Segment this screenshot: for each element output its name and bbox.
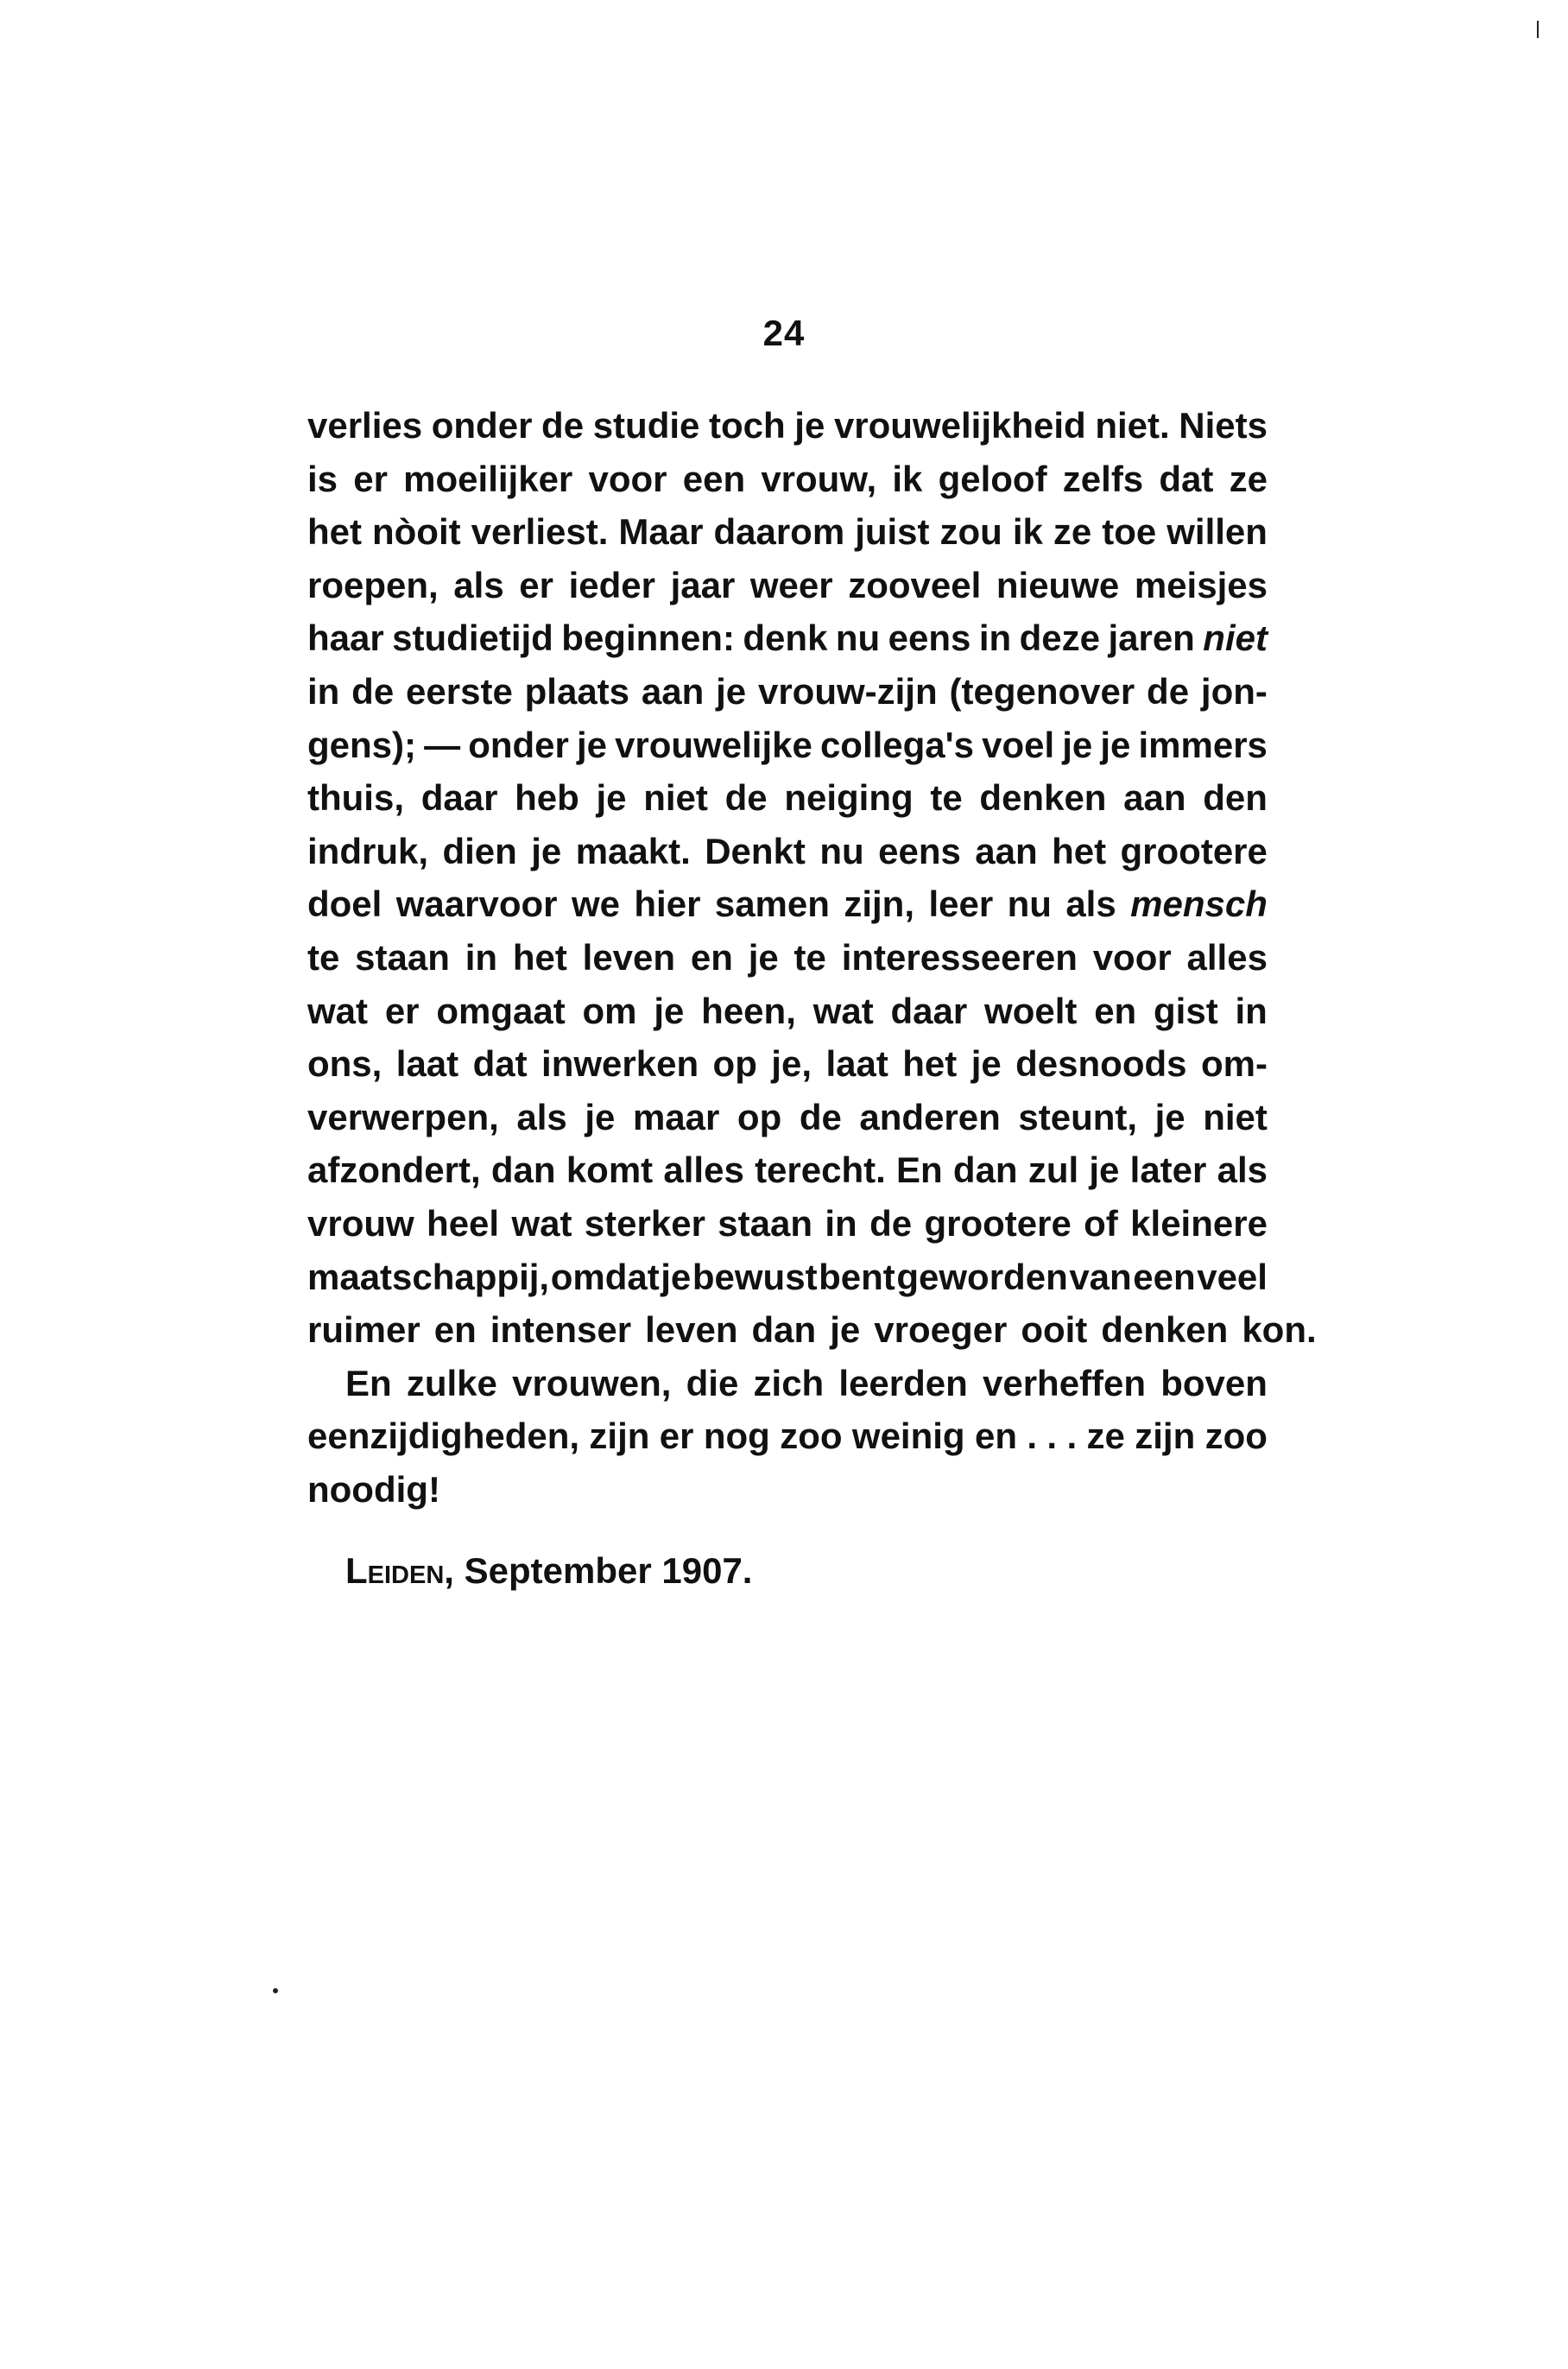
- word: toch: [709, 405, 786, 446]
- word: niet.: [1095, 405, 1170, 446]
- word: En: [345, 1362, 392, 1403]
- word: alles: [1186, 936, 1268, 978]
- word: —: [424, 724, 461, 765]
- word: je: [748, 936, 779, 978]
- word: boven: [1160, 1362, 1268, 1403]
- word: die: [686, 1362, 739, 1403]
- word: je: [596, 777, 627, 819]
- word: en: [690, 936, 733, 978]
- scan-speck: [273, 1988, 278, 1993]
- word: neiging: [784, 777, 914, 819]
- word: ieder: [568, 564, 655, 605]
- closing-date: September 1907.: [464, 1550, 753, 1591]
- word: zooveel: [848, 564, 982, 605]
- word: in: [825, 1202, 857, 1244]
- word: juist: [855, 511, 930, 553]
- text-line: [307, 1037, 1268, 1091]
- text-line: [307, 825, 1268, 878]
- word: kleinere: [1130, 1202, 1268, 1244]
- word: noodig!: [307, 1468, 440, 1510]
- word: je: [830, 1309, 861, 1351]
- word: denken: [979, 777, 1107, 819]
- word: niet: [643, 777, 708, 819]
- word: vrouwelijke: [615, 724, 812, 765]
- word: alles: [663, 1150, 744, 1191]
- text-line: [307, 505, 1268, 559]
- word: intenser: [490, 1309, 632, 1351]
- word: zijn: [589, 1416, 650, 1457]
- word: jaren: [1108, 618, 1195, 659]
- word: eens: [888, 618, 971, 659]
- word: .: [1066, 1416, 1078, 1457]
- word: er: [659, 1416, 694, 1457]
- word: als: [516, 1096, 567, 1137]
- word: je: [1062, 724, 1093, 765]
- text-line: [307, 985, 1268, 1038]
- word: doel: [307, 884, 383, 925]
- word: meisjes: [1134, 564, 1268, 605]
- word: denken: [1101, 1309, 1229, 1351]
- word: indruk,: [307, 830, 429, 871]
- word: wat: [812, 990, 874, 1031]
- word: in: [978, 618, 1012, 659]
- page-number: 24: [762, 313, 806, 353]
- word: leven: [645, 1309, 738, 1351]
- word: bent: [819, 1256, 895, 1297]
- word: weinig: [851, 1416, 965, 1457]
- word: terecht.: [755, 1150, 886, 1191]
- word: Niets: [1179, 405, 1268, 446]
- text-line: [307, 1251, 1268, 1304]
- word: willen: [1167, 511, 1268, 553]
- word: om: [582, 990, 637, 1031]
- word: als: [1065, 884, 1116, 925]
- word: dan: [751, 1309, 817, 1351]
- word: leerden: [838, 1362, 968, 1403]
- word: en: [974, 1416, 1017, 1457]
- text-line: [307, 1197, 1268, 1251]
- text-line: [307, 611, 1268, 665]
- word: vroeger: [874, 1309, 1008, 1351]
- body-text: [307, 399, 1317, 1516]
- word: zijn: [1135, 1416, 1196, 1457]
- word: interesseeren: [841, 936, 1078, 978]
- word: omdat: [550, 1256, 660, 1297]
- word: op: [712, 1043, 757, 1085]
- word: ik: [892, 458, 923, 499]
- word: in: [307, 670, 340, 712]
- word: heen,: [701, 990, 796, 1031]
- word: geloof: [938, 458, 1047, 499]
- word: of: [1084, 1202, 1118, 1244]
- word: in: [1235, 990, 1268, 1031]
- word: woelt: [984, 990, 1078, 1031]
- word: ik: [1012, 511, 1043, 553]
- word: dat: [1159, 458, 1214, 499]
- word: moeilijker: [403, 458, 573, 499]
- word: op: [737, 1096, 782, 1137]
- word: samen: [714, 884, 830, 925]
- word: komt: [566, 1150, 654, 1191]
- word: deze: [1019, 618, 1100, 659]
- word: nieuwe: [996, 564, 1120, 605]
- word: voor: [1092, 936, 1172, 978]
- word: waarvoor: [395, 884, 558, 925]
- word: ze: [1229, 458, 1268, 499]
- word: als: [1217, 1150, 1268, 1191]
- word: ruimer: [307, 1309, 420, 1351]
- word: de: [1147, 670, 1190, 712]
- word: voel: [982, 724, 1055, 765]
- text-line: [307, 399, 1268, 453]
- word: Denkt: [705, 830, 806, 871]
- word: en: [1094, 990, 1137, 1031]
- word: inwerken: [541, 1043, 699, 1085]
- word: ze: [1086, 1416, 1125, 1457]
- word: geworden: [896, 1256, 1068, 1297]
- word: En: [896, 1150, 943, 1191]
- word: jon-: [1200, 670, 1268, 712]
- word: staan: [355, 936, 450, 978]
- word: roepen,: [307, 564, 439, 605]
- word: zou: [939, 511, 1002, 553]
- word: collega's: [819, 724, 975, 765]
- word: daar: [890, 990, 968, 1031]
- word: te: [793, 936, 826, 978]
- text-line: [307, 665, 1268, 719]
- word: verwerpen,: [307, 1096, 499, 1137]
- word: wat: [511, 1202, 572, 1244]
- word: verliest.: [471, 511, 609, 553]
- word: onder: [468, 724, 569, 765]
- text-line: [307, 1409, 1268, 1463]
- word: je,: [771, 1043, 812, 1085]
- word: ooit: [1021, 1309, 1088, 1351]
- word: het: [1052, 830, 1107, 871]
- word: daarom: [713, 511, 845, 553]
- word: je: [794, 405, 825, 446]
- word: toe: [1102, 511, 1157, 553]
- text-line: [307, 1143, 1268, 1197]
- word: aan: [1123, 777, 1186, 819]
- word: immers: [1138, 724, 1268, 765]
- word: wat: [307, 990, 369, 1031]
- word: vrouw: [307, 1202, 414, 1244]
- word: van: [1069, 1256, 1132, 1297]
- word: voor: [588, 458, 667, 499]
- word: om-: [1200, 1043, 1268, 1085]
- word: je: [531, 830, 562, 871]
- word: heb: [515, 777, 579, 819]
- word: je: [1089, 1150, 1120, 1191]
- word: grootere: [1120, 830, 1268, 871]
- word: onder: [431, 405, 533, 446]
- word: je: [971, 1043, 1002, 1085]
- word: zoo: [780, 1416, 843, 1457]
- word: later: [1129, 1150, 1207, 1191]
- word: leer: [928, 884, 994, 925]
- text-line: [307, 877, 1268, 931]
- word: te: [930, 777, 963, 819]
- word: omgaat: [436, 990, 566, 1031]
- word: een: [1133, 1256, 1196, 1297]
- word: de: [351, 670, 395, 712]
- word: studietijd: [392, 618, 553, 659]
- word: de: [869, 1202, 913, 1244]
- word: vrouwelijkheid: [833, 405, 1086, 446]
- word: dien: [442, 830, 517, 871]
- word: weer: [749, 564, 833, 605]
- word: nu: [819, 830, 864, 871]
- word: afzondert,: [307, 1150, 481, 1191]
- word: de: [799, 1096, 842, 1137]
- word: je: [1100, 724, 1131, 765]
- word: eenzijdigheden,: [307, 1416, 580, 1457]
- word: het: [307, 511, 362, 553]
- word: nu: [835, 618, 881, 659]
- text-line: [307, 771, 1268, 825]
- word: aan: [641, 670, 705, 712]
- word: laat: [395, 1043, 459, 1085]
- word: zoo: [1204, 1416, 1268, 1457]
- word: de: [724, 777, 768, 819]
- word: nog: [703, 1416, 770, 1457]
- word: dan: [490, 1150, 556, 1191]
- word: studie: [592, 405, 700, 446]
- scan-speck: [1537, 21, 1539, 38]
- closing-place: Leiden,: [345, 1550, 454, 1591]
- word: niet: [1203, 618, 1268, 659]
- word: .: [1046, 1416, 1058, 1457]
- word: zich: [753, 1362, 825, 1403]
- word: maatschappij,: [307, 1256, 550, 1297]
- word: bewust: [692, 1256, 818, 1297]
- word: een: [682, 458, 746, 499]
- word: er: [519, 564, 553, 605]
- word: heel: [427, 1202, 500, 1244]
- word: ons,: [307, 1043, 383, 1085]
- word: is: [307, 458, 338, 499]
- word: niet: [1203, 1096, 1268, 1137]
- word: plaats: [524, 670, 630, 712]
- word: zelfs: [1062, 458, 1144, 499]
- text-line: [307, 1463, 1268, 1517]
- word: gens);: [307, 724, 416, 765]
- word: Maar: [618, 511, 704, 553]
- word: laat: [825, 1043, 888, 1085]
- text-line: [307, 931, 1268, 985]
- word: mensch: [1130, 884, 1268, 925]
- word: denk: [743, 618, 828, 659]
- word: den: [1203, 777, 1268, 819]
- word: je: [661, 1256, 692, 1297]
- word: vrouwen,: [512, 1362, 672, 1403]
- word: er: [353, 458, 388, 499]
- word: kon.: [1242, 1309, 1317, 1351]
- word: eens: [878, 830, 961, 871]
- word: .: [1027, 1416, 1038, 1457]
- word: verlies: [307, 405, 423, 446]
- text-line: [307, 453, 1268, 506]
- word: thuis,: [307, 777, 404, 819]
- word: zijn,: [844, 884, 915, 925]
- word: er: [384, 990, 420, 1031]
- word: anderen: [859, 1096, 1001, 1137]
- word: eerste: [406, 670, 513, 712]
- word: maar: [632, 1096, 720, 1137]
- word: vrouw-zijn: [757, 670, 938, 712]
- word: in: [465, 936, 498, 978]
- word: we: [571, 884, 620, 925]
- word: je: [716, 670, 747, 712]
- word: (tegenover: [949, 670, 1135, 712]
- word: hier: [634, 884, 701, 925]
- word: ze: [1053, 511, 1092, 553]
- word: je: [576, 724, 607, 765]
- word: je: [585, 1096, 616, 1137]
- word: en: [433, 1309, 477, 1351]
- text-line: [307, 1091, 1268, 1144]
- word: sterker: [584, 1202, 705, 1244]
- word: veel: [1197, 1256, 1268, 1297]
- word: als: [453, 564, 504, 605]
- word: zul: [1027, 1150, 1079, 1191]
- word: beginnen:: [561, 618, 735, 659]
- word: te: [307, 936, 340, 978]
- word: gist: [1154, 990, 1218, 1031]
- text-line: [307, 1303, 1317, 1357]
- word: je: [1154, 1096, 1185, 1137]
- word: verheffen: [983, 1362, 1147, 1403]
- text-line: [307, 559, 1268, 612]
- word: staan: [718, 1202, 813, 1244]
- word: haar: [307, 618, 384, 659]
- word: leven: [582, 936, 676, 978]
- word: vrouw,: [761, 458, 877, 499]
- text-line: [307, 1357, 1268, 1410]
- closing-dateline: [345, 1544, 752, 1598]
- word: steunt,: [1018, 1096, 1138, 1137]
- word: grootere: [924, 1202, 1072, 1244]
- word: nòoit: [372, 511, 461, 553]
- word: je: [654, 990, 685, 1031]
- word: het: [512, 936, 567, 978]
- word: nu: [1007, 884, 1052, 925]
- word: maakt.: [575, 830, 691, 871]
- word: jaar: [670, 564, 736, 605]
- word: dan: [952, 1150, 1018, 1191]
- word: het: [902, 1043, 958, 1085]
- word: de: [541, 405, 585, 446]
- word: desnoods: [1015, 1043, 1187, 1085]
- word: zulke: [406, 1362, 497, 1403]
- word: dat: [472, 1043, 528, 1085]
- word: aan: [975, 830, 1038, 871]
- word: daar: [420, 777, 498, 819]
- text-line: [307, 719, 1268, 772]
